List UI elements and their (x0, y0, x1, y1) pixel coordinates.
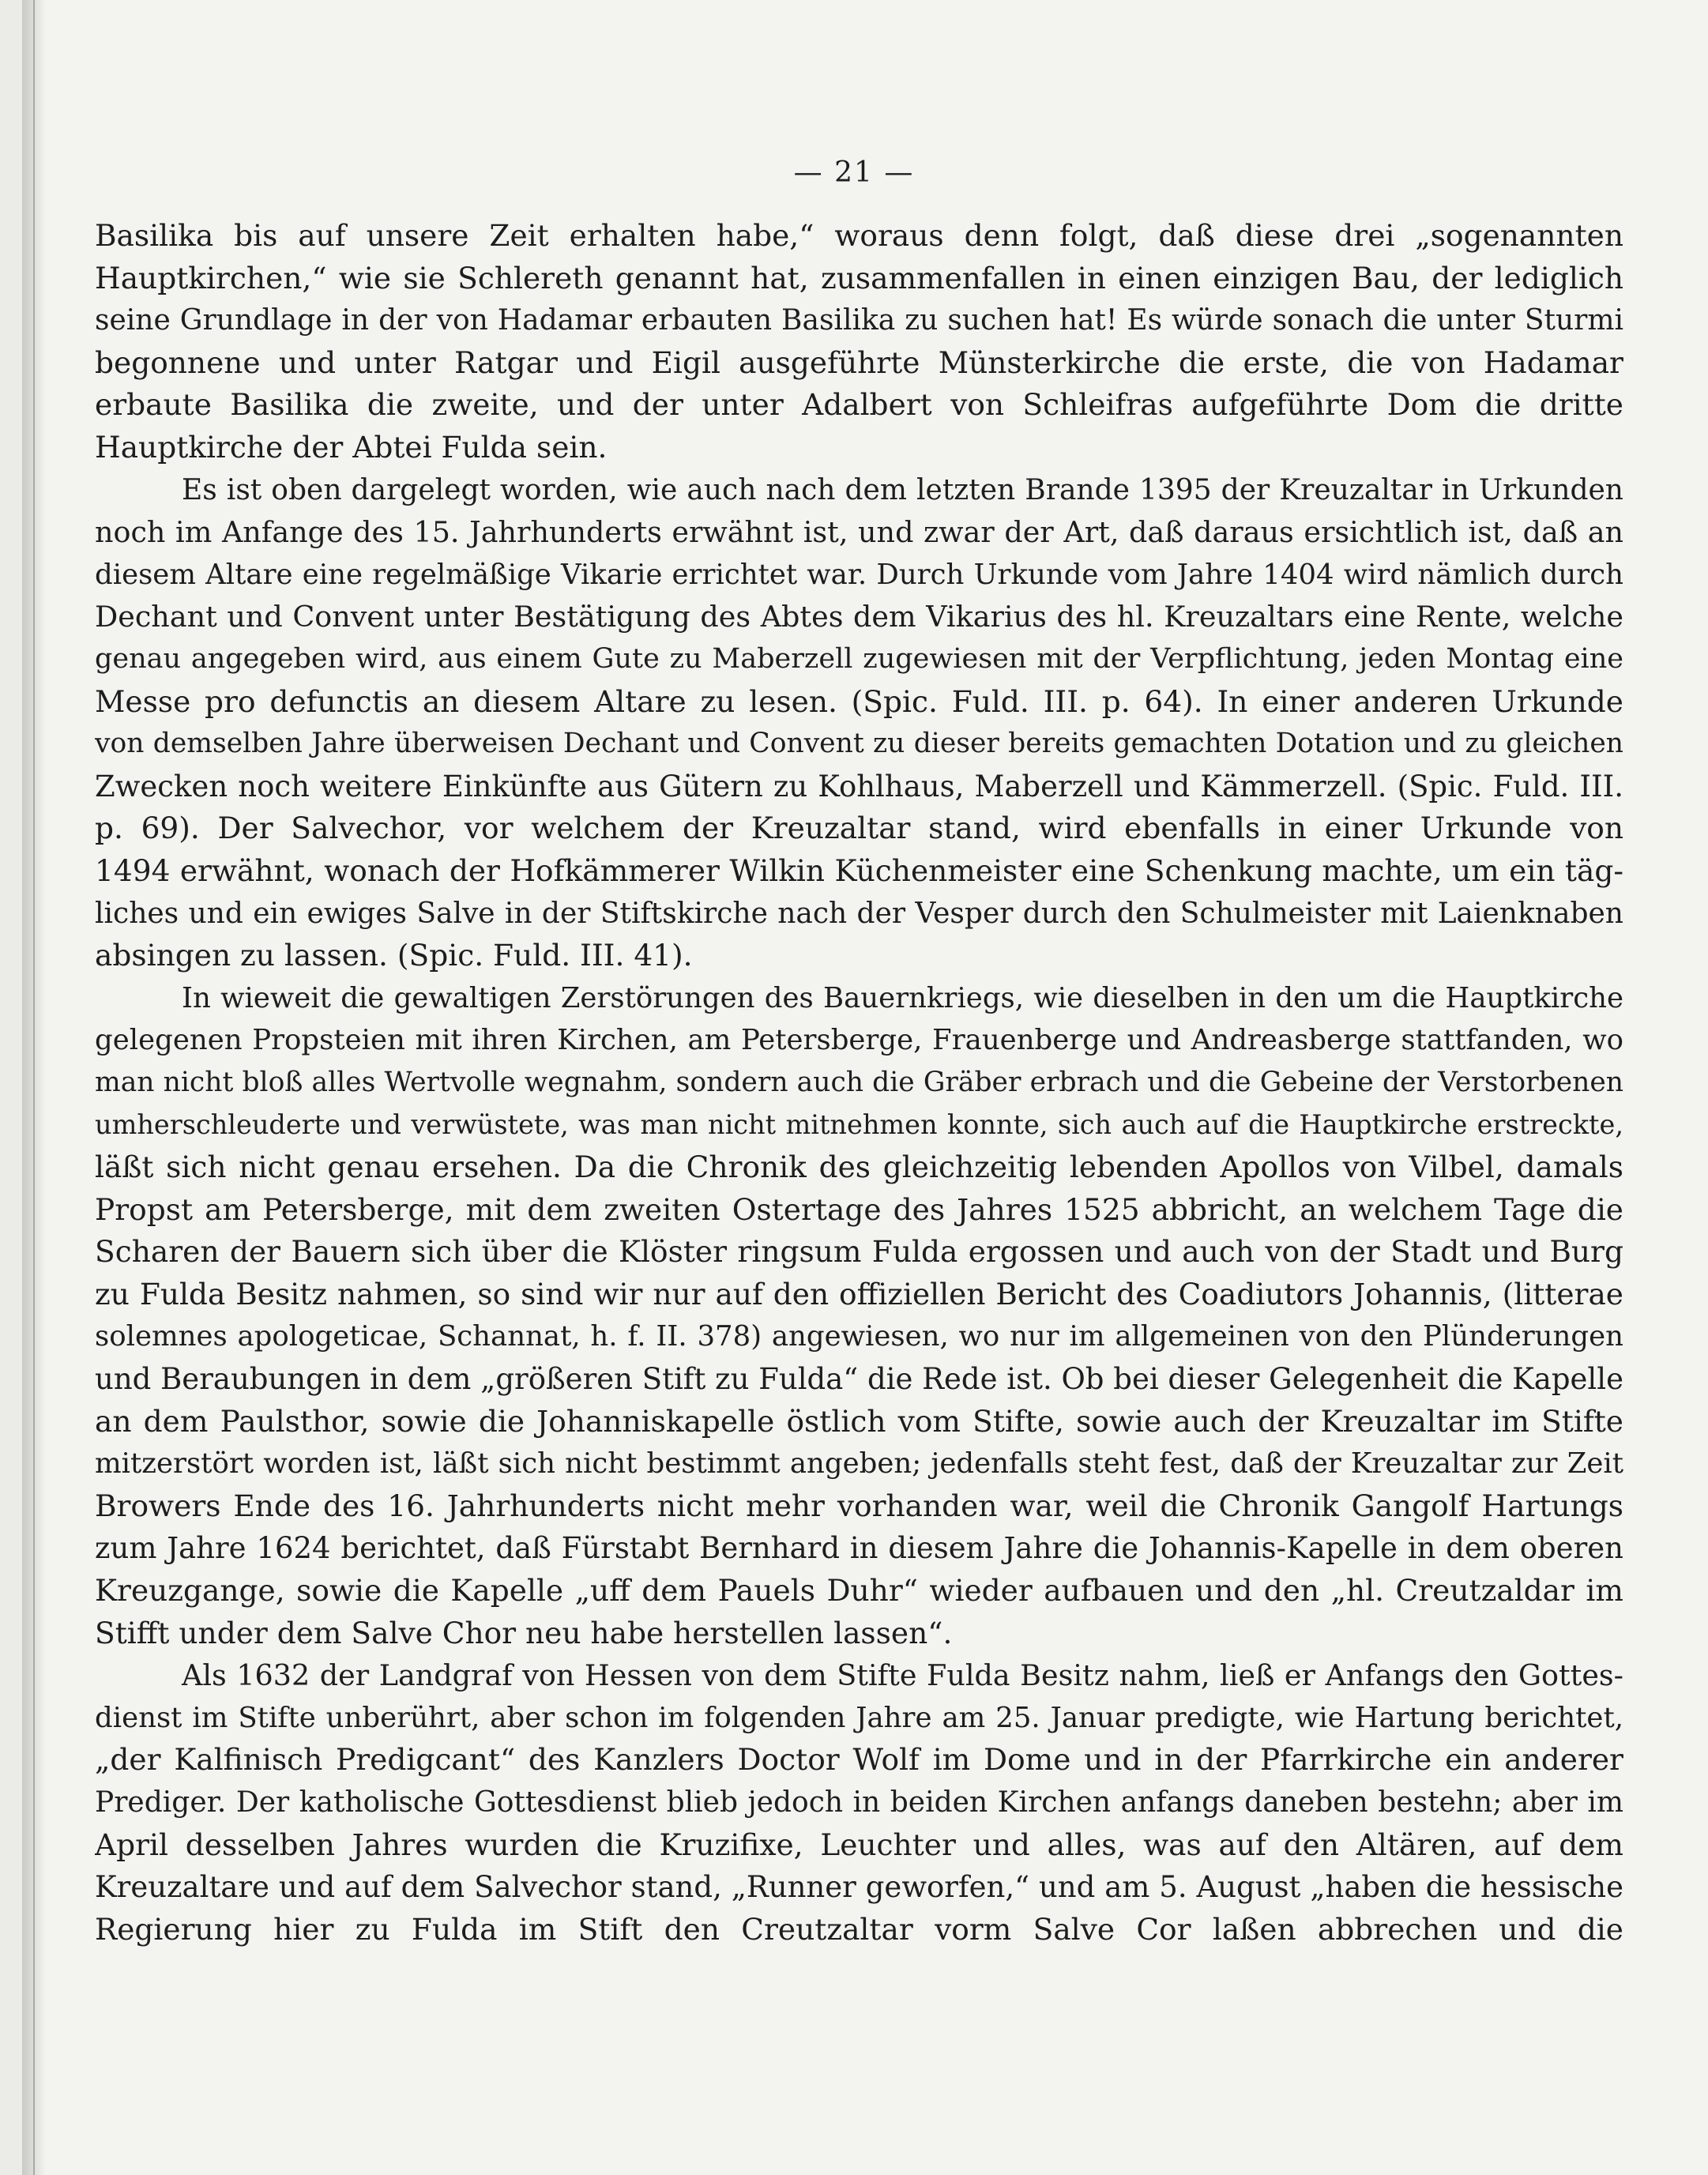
text-line: genau angegeben wird, aus einem Gute zu Maberzell zugewiesen mit der Verpflichtung, jeden Montag eine (95, 642, 1623, 675)
text-line: gelegenen Propsteien mit ihren Kirchen, am Petersberge, Frauenberge und Andreasberge stattfanden, wo (95, 1024, 1623, 1057)
body-text (95, 215, 1623, 1951)
text-line: und Beraubungen in dem „größeren Stift zu Fulda“ die Rede ist. Ob bei dieser Gelegenheit die Kapelle (95, 1362, 1623, 1397)
text-line: läßt sich nicht genau ersehen. Da die Chronik des gleichzeitig lebenden Apollos von Vilbel, damals (95, 1150, 1623, 1185)
text-line: solemnes apologeticae, Schannat, h. f. II. 378) angewiesen, wo nur im allgemeinen von den Plünderungen (95, 1320, 1623, 1353)
text-line: diesem Altare eine regelmäßige Vikarie errichtet war. Durch Urkunde vom Jahre 1404 wird nämlich durch (95, 558, 1623, 591)
text-line: Hauptkirchen,“ wie sie Schlereth genannt hat, zusammenfallen in einen einzigen Bau, der lediglich (95, 260, 1623, 295)
text-line: dienst im Stifte unberührt, aber schon im folgenden Jahre am 25. Januar predigte, wie Hartung berichtet, (95, 1701, 1623, 1734)
text-line: Messe pro defunctis an diesem Altare zu lesen. (Spic. Fuld. III. p. 64). In einer anderen Urkunde (95, 683, 1623, 719)
text-line: In wieweit die gewaltigen Zerstörungen des Bauernkriegs, wie dieselben in den um die Hauptkirche (182, 981, 1623, 1014)
text-line: p. 69). Der Salvechor, vor welchem der Kreuzaltar stand, wird ebenfalls in einer Urkunde von (95, 811, 1623, 846)
book-spine-edge (33, 0, 35, 2175)
text-line: Kreuzaltare und auf dem Salvechor stand, „Runner geworfen,“ und am 5. August „haben die hessische (95, 1870, 1623, 1905)
text-line: Dechant und Convent unter Bestätigung des Abtes dem Vikarius des hl. Kreuzaltars eine Rente, welche (95, 600, 1623, 634)
text-line: mitzerstört worden ist, läßt sich nicht bestimmt angeben; jedenfalls steht fest, daß der Kreuzaltar zur Zeit (95, 1447, 1623, 1481)
text-line: umherschleuderte und verwüstete, was man nicht mitnehmen konnte, sich auch auf die Hauptkirche erstreckte, (95, 1109, 1623, 1141)
text-line: seine Grundlage in der von Hadamar erbauten Basilika zu suchen hat! Es würde sonach die unter Sturmi (95, 304, 1623, 337)
text-line: April desselben Jahres wurden die Kruzifixe, Leuchter und alles, was auf den Altären, auf dem (95, 1827, 1623, 1862)
text-line: Regierung hier zu Fulda im Stift den Creutzaltar vorm Salve Cor laßen abbrechen und die (95, 1911, 1623, 1947)
text-line: Browers Ende des 16. Jahrhunderts nicht mehr vorhanden war, weil die Chronik Gangolf Hartungs (95, 1488, 1623, 1523)
text-line: liches und ein ewiges Salve in der Stiftskirche nach der Vesper durch den Schulmeister mit Laienknaben (95, 897, 1623, 930)
text-line: Scharen der Bauern sich über die Klöster ringsum Fulda ergossen und auch von der Stadt und Burg (95, 1234, 1623, 1270)
text-line: absingen zu lassen. (Spic. Fuld. III. 41). (95, 938, 693, 973)
text-line: Zwecken noch weitere Einkünfte aus Gütern zu Kohlhaus, Maberzell und Kämmerzell. (Spic. Fuld. III. (95, 769, 1623, 803)
text-line: an dem Paulsthor, sowie die Johanniskapelle östlich vom Stifte, sowie auch der Kreuzaltar im Stifte (95, 1403, 1623, 1439)
text-line: erbaute Basilika die zweite, und der unter Adalbert von Schleifras aufgeführte Dom die dritte (95, 387, 1623, 423)
text-line: Stifft under dem Salve Chor neu habe herstellen lassen“. (95, 1615, 953, 1650)
text-line: Basilika bis auf unsere Zeit erhalten habe,“ woraus denn folgt, daß diese drei „sogenannten (95, 218, 1623, 253)
text-line: Prediger. Der katholische Gottesdienst blieb jedoch in beiden Kirchen anfangs daneben bestehn; aber im (95, 1786, 1623, 1819)
text-line: zum Jahre 1624 berichtet, daß Fürstabt Bernhard in diesem Jahre die Johannis-Kapelle in dem oberen (95, 1531, 1623, 1566)
text-line: zu Fulda Besitz nahmen, so sind wir nur auf den offiziellen Bericht des Coadiutors Johannis, (litterae (95, 1276, 1623, 1311)
text-line: von demselben Jahre überweisen Dechant und Convent zu dieser bereits gemachten Dotation und zu gleichen (95, 728, 1623, 760)
text-line: „der Kalfinisch Predigcant“ des Kanzlers Doctor Wolf im Dome und in der Pfarrkirche ein anderer (95, 1742, 1623, 1778)
text-line: begonnene und unter Ratgar und Eigil ausgeführte Münsterkirche die erste, die von Hadamar (95, 344, 1623, 380)
text-line: Hauptkirche der Abtei Fulda sein. (95, 429, 608, 465)
text-line: 1494 erwähnt, wonach der Hofkämmerer Wilkin Küchenmeister eine Schenkung machte, um ein täg- (95, 852, 1623, 888)
text-line: man nicht bloß alles Wertvolle wegnahm, sondern auch die Gräber erbrach und die Gebeine der Verstorbenen (95, 1066, 1623, 1098)
text-line: Propst am Petersberge, mit dem zweiten Ostertage des Jahres 1525 abbricht, an welchem Tage die (95, 1191, 1623, 1227)
text-line: Es ist oben dargelegt worden, wie auch nach dem letzten Brande 1395 der Kreuzaltar in Urkunden (182, 473, 1623, 506)
text-line: Als 1632 der Landgraf von Hessen von dem Stifte Fulda Besitz nahm, ließ er Anfangs den Gottes- (182, 1658, 1623, 1693)
text-line: Kreuzgange, sowie die Kapelle „uff dem Pauels Duhr“ wieder aufbauen und den „hl. Creutzaldar im (95, 1573, 1623, 1608)
text-line: noch im Anfange des 15. Jahrhunderts erwähnt ist, und zwar der Art, daß daraus ersichtlich ist, daß an (95, 515, 1623, 550)
page-number: — 21 — (793, 156, 915, 189)
